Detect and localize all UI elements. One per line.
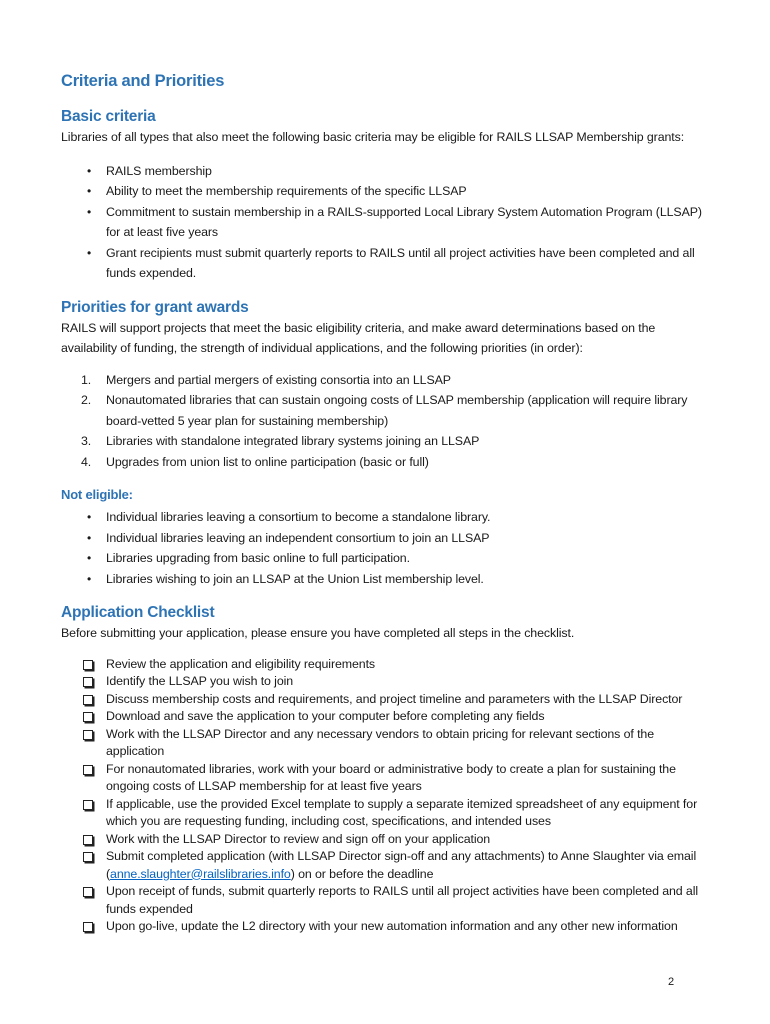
bullet-icon: •	[87, 510, 92, 524]
checklist-intro: Before submitting your application, please ensure you have completed all steps in the checklist.	[61, 626, 575, 640]
checkbox-icon	[83, 765, 93, 775]
list-item: 3. Libraries with standalone integrated library systems joining an LLSAP	[81, 434, 480, 448]
checkbox-icon	[83, 800, 93, 810]
checklist-item: Identify the LLSAP you wish to join	[61, 673, 711, 691]
checklist-item: Work with the LLSAP Director to review and sign off on your application	[61, 831, 711, 849]
not-eligible-list	[61, 507, 711, 589]
checkbox-icon	[83, 677, 93, 687]
checklist-item: Download and save the application to your computer before completing any fields	[61, 708, 711, 726]
checkbox-icon	[83, 695, 93, 705]
basic-criteria-heading: Basic criteria	[61, 108, 156, 125]
bullet-icon: •	[87, 551, 92, 565]
list-item: • Ability to meet the membership requirements of the specific LLSAP	[61, 181, 711, 202]
bullet-icon: •	[87, 184, 92, 198]
checklist-item: Review the application and eligibility requirements	[61, 656, 711, 674]
basic-criteria-list	[61, 161, 711, 284]
bullet-icon: •	[87, 204, 92, 219]
bullet-icon: •	[87, 245, 92, 260]
priorities-intro: RAILS will support projects that meet the basic eligibility criteria, and make award determinations based on the availability of funding, the strength of individual applications, and the following priorities (in order):	[61, 320, 656, 355]
list-item: • Libraries wishing to join an LLSAP at the Union List membership level.	[61, 569, 711, 590]
checklist-item: Submit completed application (with LLSAP Director sign-off and any attachments) to Anne Slaughter via email (anne.slaughter@railslibraries.info) on or before the deadline	[61, 848, 711, 883]
list-item: • Individual libraries leaving a consortium to become a standalone library.	[61, 507, 711, 528]
checkbox-icon	[83, 852, 93, 862]
list-item: • Libraries upgrading from basic online to full participation.	[61, 548, 711, 569]
list-item: • Individual libraries leaving an independent consortium to join an LLSAP	[61, 528, 711, 549]
list-item: 2. Nonautomated libraries that can sustain ongoing costs of LLSAP membership (application will require library board-vetted 5 year plan for sustaining membership)	[81, 393, 688, 428]
bullet-icon: •	[87, 163, 92, 178]
list-item: 1. Mergers and partial mergers of existing consortia into an LLSAP	[81, 372, 451, 387]
checkbox-icon	[83, 730, 93, 740]
checkbox-icon	[83, 887, 93, 897]
not-eligible-heading: Not eligible:	[61, 487, 133, 502]
page-number: 2	[668, 976, 675, 988]
bullet-icon: •	[87, 571, 92, 586]
list-item: • RAILS membership	[61, 161, 711, 182]
checkbox-icon	[83, 922, 93, 932]
priorities-list	[61, 370, 711, 473]
basic-criteria-intro: Libraries of all types that also meet the following basic criteria may be eligible for RAILS LLSAP Membership grants:	[61, 130, 685, 144]
list-item: • Commitment to sustain membership in a RAILS-supported Local Library System Automation Program (LLSAP) for at least five years	[61, 202, 711, 243]
list-item: • Grant recipients must submit quarterly reports to RAILS until all project activities have been completed and all funds expended.	[61, 243, 711, 284]
checklist-item: Work with the LLSAP Director and any necessary vendors to obtain pricing for relevant sections of the application	[61, 726, 711, 761]
checklist-item: Upon receipt of funds, submit quarterly reports to RAILS until all project activities have been completed and all funds expended	[61, 883, 711, 918]
bullet-icon: •	[87, 530, 92, 545]
checkbox-icon	[83, 712, 93, 722]
document-page	[61, 66, 711, 936]
priorities-heading: Priorities for grant awards	[61, 298, 249, 316]
checkbox-icon	[83, 835, 93, 845]
checklist-item: Upon go-live, update the L2 directory with your new automation information and any other new information	[61, 918, 711, 936]
checklist-item: For nonautomated libraries, work with your board or administrative body to create a plan for sustaining the ongoing costs of LLSAP membership for at least five years	[61, 761, 711, 796]
checklist-item: Discuss membership costs and requirements, and project timeline and parameters with the LLSAP Director	[61, 691, 711, 709]
checklist-item: If applicable, use the provided Excel template to supply a separate itemized spreadsheet of any equipment for which you are requesting funding, including cost, specifications, and intended uses	[61, 796, 711, 831]
application-checklist	[61, 656, 711, 936]
email-link[interactable]: anne.slaughter@railslibraries.info	[110, 866, 291, 881]
list-item: 4. Upgrades from union list to online participation (basic or full)	[81, 454, 429, 469]
page-title: Criteria and Priorities	[61, 72, 225, 90]
checkbox-icon	[83, 660, 93, 670]
checklist-heading: Application Checklist	[61, 604, 215, 621]
